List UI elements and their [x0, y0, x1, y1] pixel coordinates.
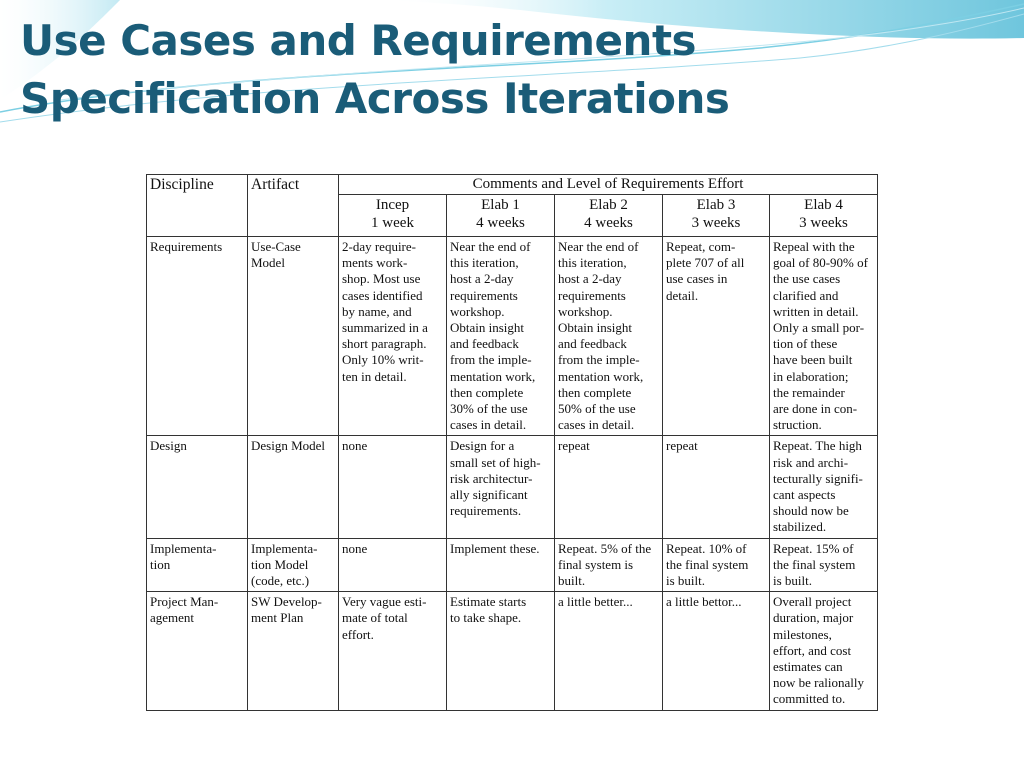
cell-artifact: SW Develop- ment Plan: [248, 592, 339, 710]
table-row-project-management: [147, 592, 878, 710]
cell-artifact: Implementa- tion Model (code, etc.): [248, 538, 339, 592]
cell-incep: Very vague esti- mate of total effort.: [339, 592, 447, 710]
table-row-design: [147, 436, 878, 538]
header-phase-elab3: [663, 195, 770, 237]
header-comments-group: Comments and Level of Requirements Effort: [339, 175, 878, 195]
header-phase-incep: [339, 195, 447, 237]
phase-duration: 4 weeks: [584, 215, 633, 231]
header-phase-elab4: [770, 195, 878, 237]
phase-duration: 3 weeks: [691, 215, 741, 231]
cell-elab1: Near the end of this iteration, host a 2-day requirements workshop. Obtain insight and feedback from the imple- mentation work, then complete 30% of the use cases in detail.: [447, 237, 555, 436]
cell-incep: none: [339, 436, 447, 538]
cell-elab4: Repeat. The high risk and archi- tecturally signifi- cant aspects should now be stabilized.: [770, 436, 878, 538]
requirements-effort-table: [146, 174, 878, 711]
cell-elab3: repeat: [663, 436, 770, 538]
cell-elab4: Repeal with the goal of 80-90% of the use cases clarified and written in detail. Only a small por- tion of these have been built in elaboration; the remainder are done in con- struction.: [770, 237, 878, 436]
header-phase-elab1: [447, 195, 555, 237]
cell-elab2: Repeat. 5% of the final system is built.: [555, 538, 663, 592]
cell-artifact: Design Model: [248, 436, 339, 538]
cell-elab3: Repeat, com- plete 707 of all use cases in detail.: [663, 237, 770, 436]
cell-elab1: Estimate starts to take shape.: [447, 592, 555, 710]
cell-incep: 2-day require- ments work- shop. Most use cases identified by name, and summarized in a short paragraph. Only 10% writ- ten in detail.: [339, 237, 447, 436]
cell-discipline: Project Man- agement: [147, 592, 248, 710]
header-discipline: Discipline: [147, 175, 248, 237]
cell-elab4: Repeat. 15% of the final system is built.: [770, 538, 878, 592]
cell-discipline: Design: [147, 436, 248, 538]
header-phase-elab2: [555, 195, 663, 237]
cell-elab2: Near the end of this iteration, host a 2-day requirements workshop. Obtain insight and feedback from the imple- mentation work, then complete 50% of the use cases in detail.: [555, 237, 663, 436]
phase-duration: 1 week: [371, 215, 414, 231]
phase-name: Elab 4: [804, 197, 843, 213]
phase-duration: 4 weeks: [476, 215, 525, 231]
cell-elab3: a little bettor...: [663, 592, 770, 710]
cell-incep: none: [339, 538, 447, 592]
phase-duration: 3 weeks: [799, 215, 848, 231]
cell-elab1: Design for a small set of high- risk architectur- ally significant requirements.: [447, 436, 555, 538]
phase-name: Elab 1: [481, 197, 520, 213]
table-row-requirements: [147, 237, 878, 436]
phase-name: Elab 2: [589, 197, 628, 213]
cell-elab2: a little better...: [555, 592, 663, 710]
cell-elab3: Repeat. 10% of the final system is built.: [663, 538, 770, 592]
phase-name: Incep: [375, 197, 410, 213]
phase-name: Elab 3: [696, 197, 736, 213]
cell-discipline: Implementa- tion: [147, 538, 248, 592]
cell-artifact: Use-Case Model: [248, 237, 339, 436]
cell-elab2: repeat: [555, 436, 663, 538]
cell-elab1: Implement these.: [447, 538, 555, 592]
header-artifact: Artifact: [248, 175, 339, 237]
cell-elab4: Overall project duration, major milestones, effort, and cost estimates can now be ralionally committed to.: [770, 592, 878, 710]
slide-title: Use Cases and Requirements Specification Across Iterations: [20, 16, 730, 123]
table-row-implementation: [147, 538, 878, 592]
cell-discipline: Requirements: [147, 237, 248, 436]
